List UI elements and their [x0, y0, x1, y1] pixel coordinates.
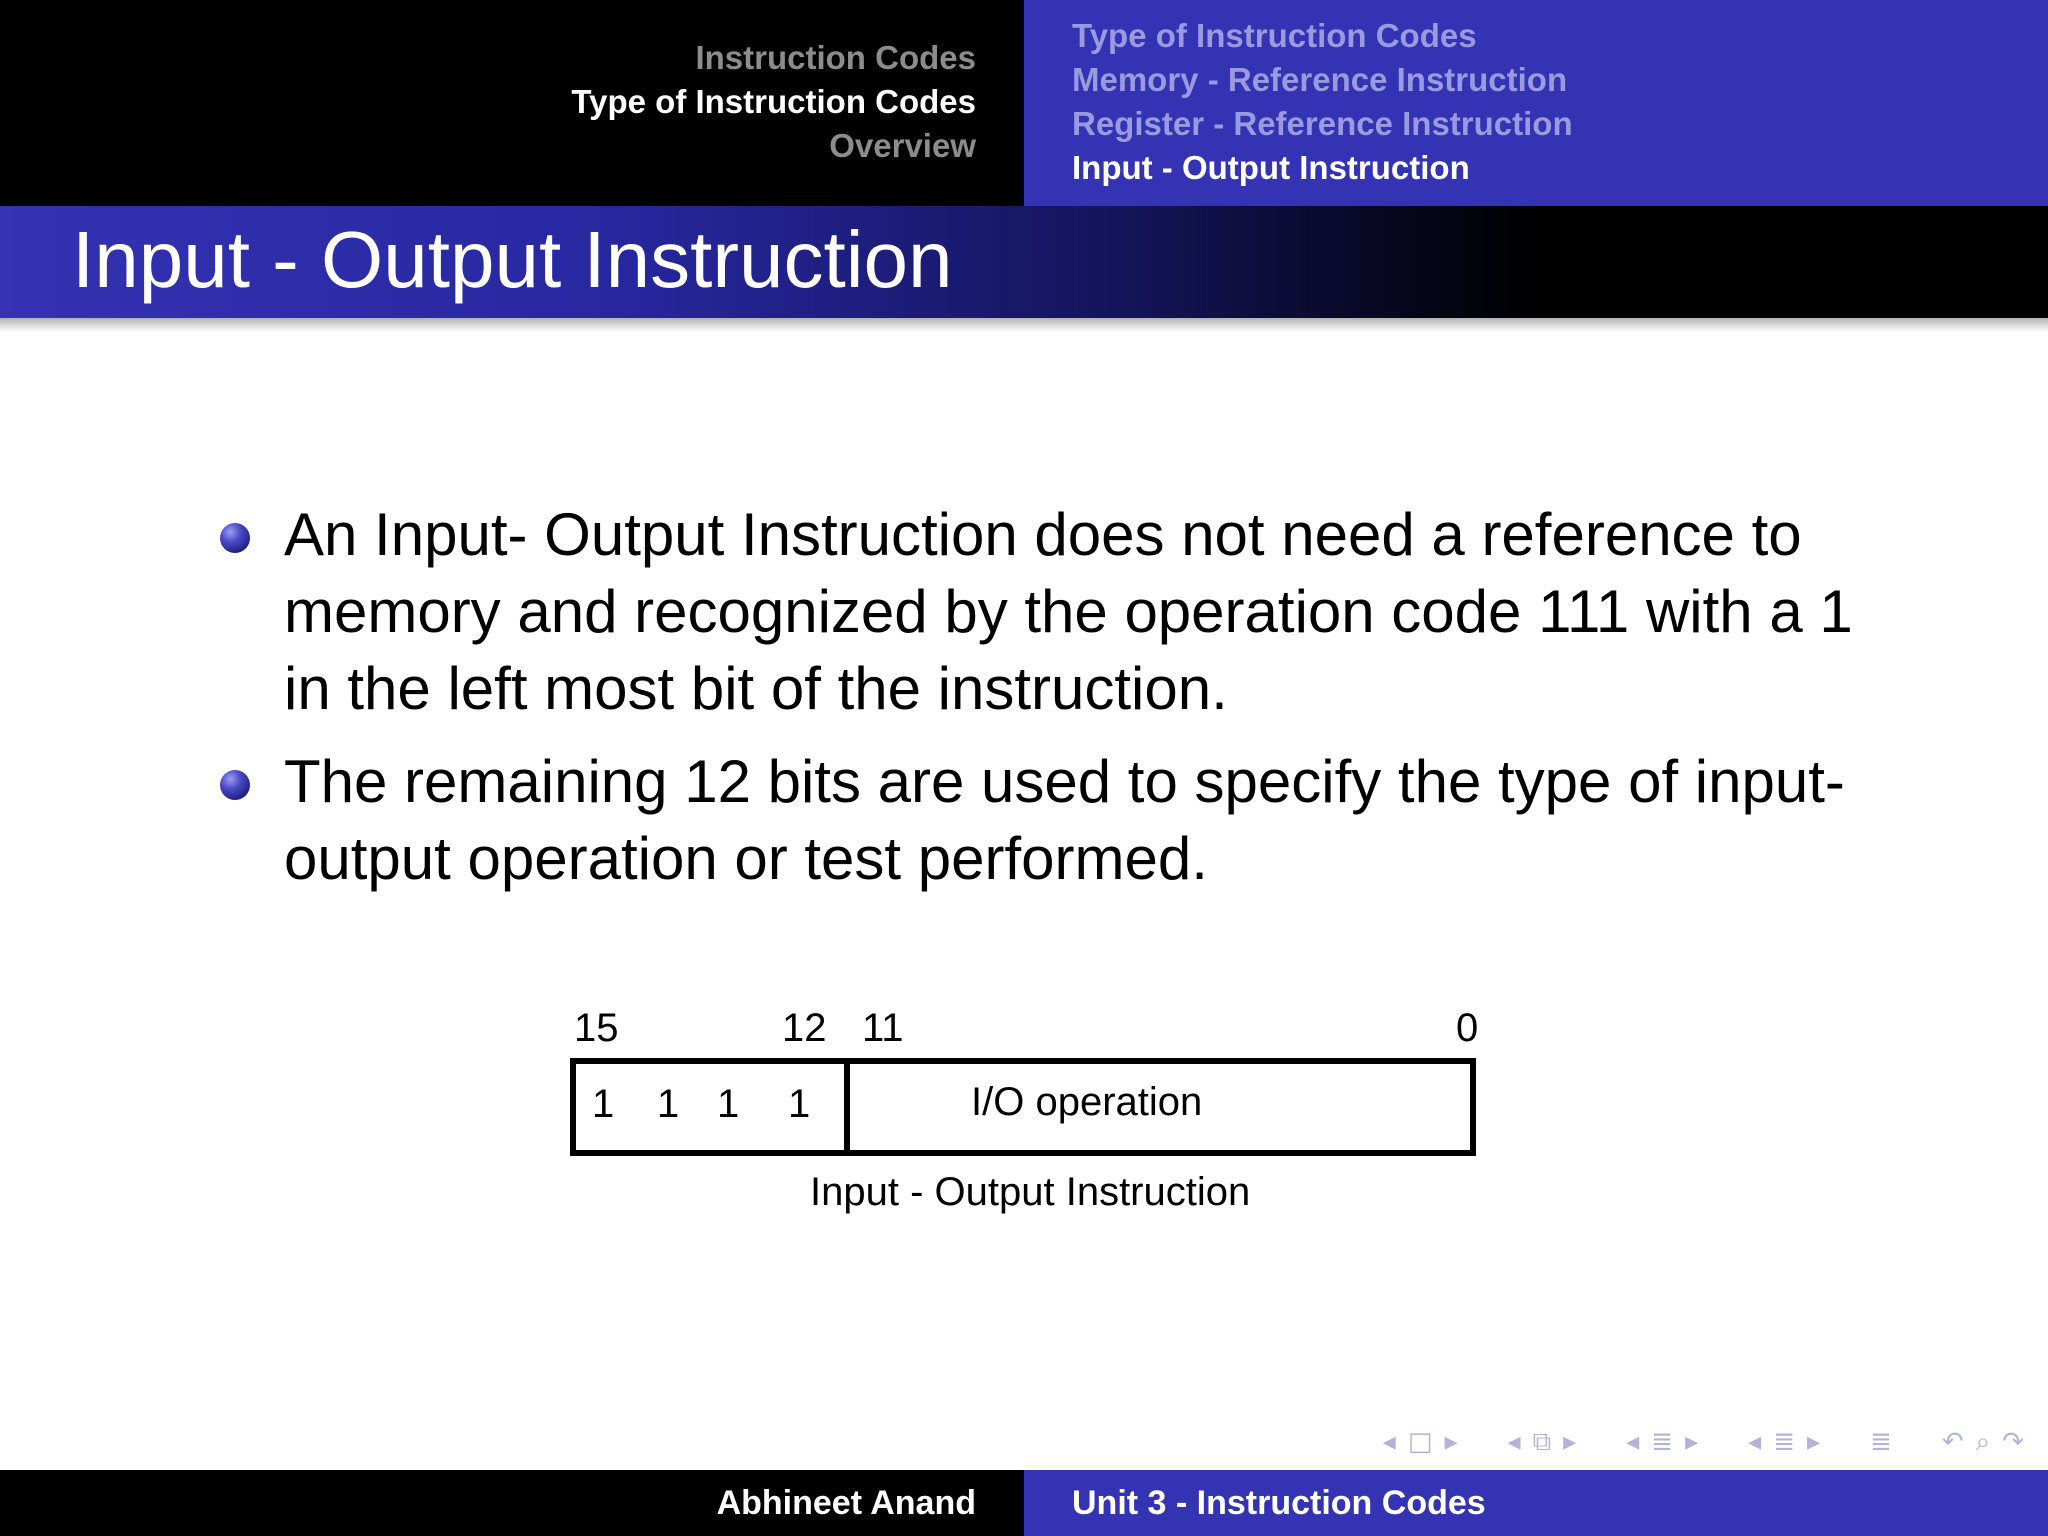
- nav-section-next-icon[interactable]: ▸: [1685, 1427, 1699, 1457]
- title-bar-shadow: [0, 318, 2048, 332]
- footer-author: Abhineet Anand: [716, 1484, 976, 1522]
- nav-back-icon[interactable]: ↶: [1941, 1427, 1964, 1457]
- opcode-bit: 1: [717, 1082, 740, 1126]
- subsection-link-input-output[interactable]: Input - Output Instruction: [1072, 149, 1470, 186]
- figure-caption: Input - Output Instruction: [810, 1170, 1251, 1214]
- bullet-text: An Input- Output Instruction does not need a reference to memory and recognized by the operation code 111 with a 1 in the left most bit of the instruction.: [284, 501, 1853, 722]
- io-operation-field: I/O operation: [971, 1080, 1203, 1124]
- instruction-format-box: [570, 1058, 1476, 1156]
- section-nav: [571, 36, 976, 168]
- header-subsections-panel: [1024, 0, 2048, 206]
- subsection-link-register-reference[interactable]: Register - Reference Instruction: [1072, 105, 1573, 142]
- bullet-ball-icon: [220, 770, 250, 800]
- bullet-list: [216, 496, 1916, 913]
- nav-subsection-prev-icon[interactable]: ◂: [1507, 1427, 1521, 1457]
- section-link-overview[interactable]: Overview: [829, 127, 976, 164]
- section-link-type-of-instruction-codes[interactable]: Type of Instruction Codes: [571, 83, 976, 120]
- subsection-link-type-of-instruction-codes[interactable]: Type of Instruction Codes: [1072, 17, 1477, 54]
- opcode-bit: 1: [788, 1082, 811, 1126]
- subsection-nav: [1072, 14, 1573, 190]
- footer-title: Unit 3 - Instruction Codes: [1072, 1484, 1486, 1522]
- bullet-item: [216, 496, 1916, 727]
- footer-title-panel: [1024, 1470, 2048, 1536]
- bullet-ball-icon: [220, 523, 250, 553]
- bit-label-12: 12: [782, 1006, 827, 1050]
- navigation-symbols: [1377, 1424, 2030, 1460]
- nav-subsection-icon[interactable]: ⧉: [1532, 1426, 1552, 1457]
- nav-part-prev-icon[interactable]: ◂: [1748, 1427, 1762, 1457]
- nav-toc-icon[interactable]: ≣: [1773, 1427, 1795, 1457]
- nav-subsection-next-icon[interactable]: ▸: [1563, 1427, 1577, 1457]
- nav-part-next-icon[interactable]: ▸: [1806, 1427, 1821, 1457]
- bullet-text: The remaining 12 bits are used to specify the type of input-output operation or test performed.: [284, 748, 1845, 892]
- bit-label-0: 0: [1456, 1006, 1479, 1050]
- field-divider: [844, 1064, 850, 1150]
- footer-author-panel: [0, 1470, 1024, 1536]
- subsection-link-memory-reference[interactable]: Memory - Reference Instruction: [1072, 61, 1568, 98]
- nav-document-icon[interactable]: ≣: [1870, 1427, 1892, 1457]
- instruction-format-figure: [560, 1000, 1520, 1230]
- nav-forward-icon[interactable]: ↷: [2002, 1427, 2024, 1457]
- nav-search-icon[interactable]: ⌕: [1975, 1426, 1991, 1457]
- nav-frame-icon[interactable]: □: [1407, 1427, 1433, 1457]
- nav-frame-prev-icon[interactable]: ◂: [1382, 1427, 1396, 1457]
- section-link-instruction-codes[interactable]: Instruction Codes: [695, 39, 976, 76]
- bullet-item: [216, 743, 1916, 897]
- bit-label-15: 15: [574, 1006, 619, 1050]
- nav-frame-next-icon[interactable]: ▸: [1444, 1427, 1458, 1457]
- opcode-bit: 1: [657, 1082, 680, 1126]
- header-sections-panel: [0, 0, 1024, 206]
- bit-label-11: 11: [862, 1006, 904, 1050]
- frame-title: Input - Output Instruction: [72, 215, 953, 304]
- opcode-bit: 1: [592, 1082, 615, 1126]
- nav-section-icon[interactable]: ≣: [1651, 1427, 1674, 1457]
- nav-section-prev-icon[interactable]: ◂: [1626, 1427, 1640, 1457]
